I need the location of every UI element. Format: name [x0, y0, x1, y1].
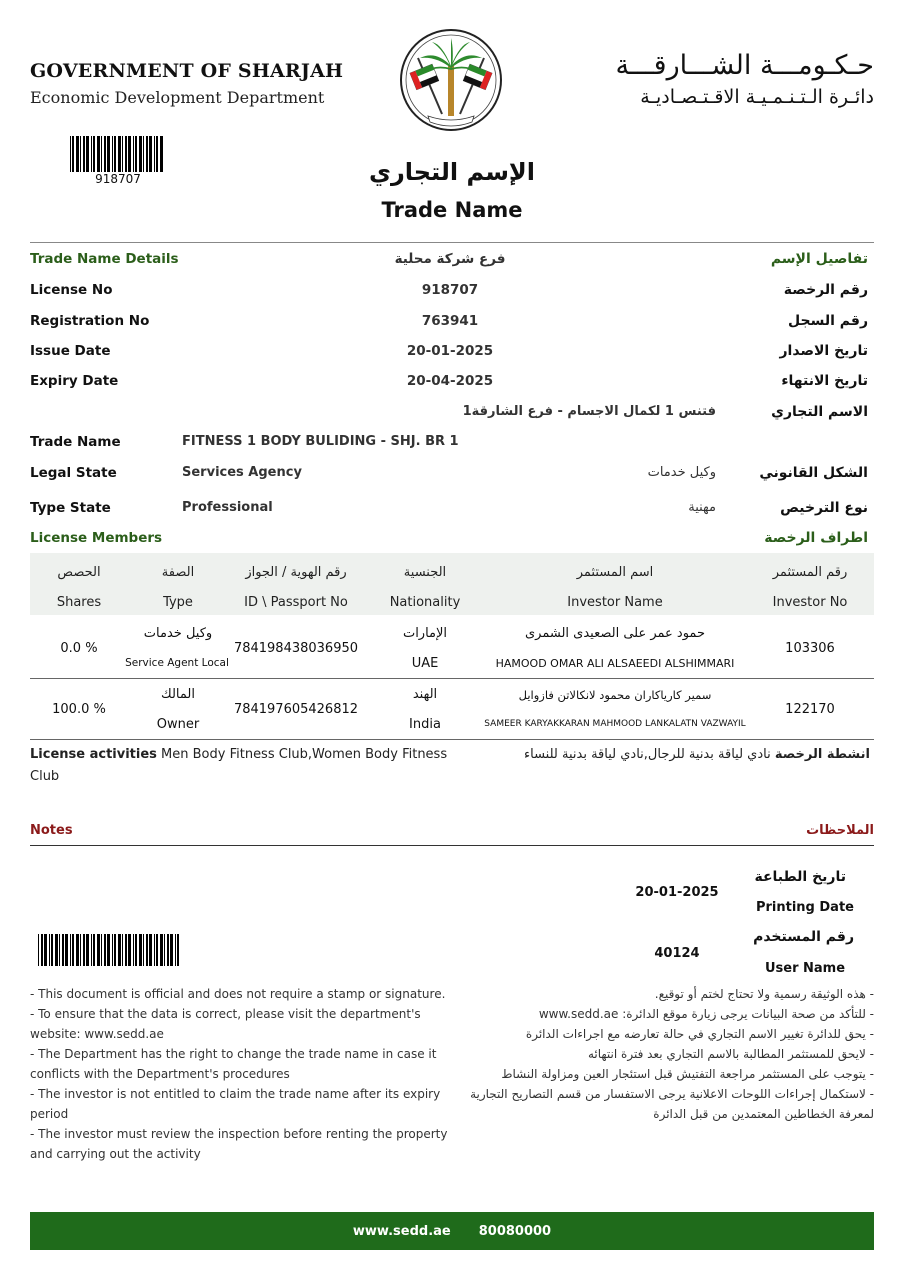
- legal-state-value: Services Agency: [182, 465, 302, 480]
- user-name-value: 40124: [654, 946, 700, 961]
- trade-name-label-ar: الاسم التجاري: [771, 404, 868, 420]
- sharjah-emblem-logo: [398, 28, 504, 132]
- footer-website-link[interactable]: www.sedd.ae: [352, 1223, 451, 1239]
- section-trade-name-details-ar: تفاصيل الإسم: [770, 251, 868, 267]
- divider: [30, 242, 874, 243]
- section-trade-name-details: Trade Name Details: [30, 251, 179, 267]
- type-state-label-ar: نوع الترخيص: [780, 500, 868, 516]
- disclaimer-item-ar: - يتوجب على المستثمر مراجعة التفتيش قبل استئجار العين ومزاولة النشاط: [501, 1067, 874, 1081]
- license-activities-value-ar: نادي لياقة بدنية للرجال,نادي لياقة بدنية للنساء: [524, 747, 771, 762]
- col-investor-no-ar: رقم المستثمر: [772, 565, 848, 580]
- disclaimer-item: - The investor is not entitled to claim the trade name after its expiry period: [30, 1087, 441, 1121]
- row2-shares: 100.0 %: [52, 702, 106, 717]
- license-no-value: 918707: [421, 282, 479, 298]
- disclaimers-en: [30, 984, 450, 1164]
- col-shares-ar: الحصص: [57, 565, 101, 580]
- row2-type-ar: المالك: [161, 687, 195, 702]
- disclaimers-ar: [454, 984, 874, 1124]
- disclaimer-item-ar: - للتأكد من صحة البيانات يرجى زيارة موقع الدائرة: www.sedd.ae: [538, 1007, 874, 1021]
- row1-type-ar: وكيل خدمات: [143, 626, 213, 641]
- user-name-label: User Name: [764, 961, 846, 976]
- barcode-number: 918707: [95, 172, 141, 186]
- registration-no-value: 763941: [421, 313, 479, 329]
- license-activities-en: [30, 744, 450, 788]
- legal-state-label-ar: الشكل القانوني: [759, 465, 868, 481]
- disclaimer-item-ar: - هذه الوثيقة رسمية ولا تحتاج لختم أو توقيع.: [654, 987, 874, 1001]
- col-id: ID \ Passport No: [244, 595, 348, 610]
- expiry-date-label-ar: تاريخ الانتهاء: [781, 373, 868, 389]
- issue-date-label-ar: تاريخ الاصدار: [779, 343, 868, 359]
- bottom-barcode: [38, 934, 182, 966]
- col-nationality: Nationality: [389, 595, 461, 610]
- government-name-en: GOVERNMENT OF SHARJAH: [30, 60, 344, 82]
- user-name-label-ar: رقم المستخدم: [753, 929, 854, 945]
- col-name-ar: اسم المستثمر: [576, 565, 654, 580]
- department-name-ar: دائـرة الـتـنـمـيـة الاقـتـصـاديـة: [640, 86, 874, 108]
- notes-label: Notes: [30, 823, 73, 838]
- row2-type-en: Owner: [156, 717, 200, 732]
- row1-name: HAMOOD OMAR ALI ALSAEEDI ALSHIMMARI: [495, 657, 735, 670]
- legal-state-value-ar: وكيل خدمات: [647, 465, 716, 480]
- expiry-date-value: 20-04-2025: [406, 373, 494, 389]
- page-title-ar: الإسم التجاري: [368, 158, 536, 186]
- col-type-ar: الصفة: [161, 565, 195, 580]
- license-activities-ar: [450, 744, 870, 766]
- row2-id: 784197605426812: [233, 702, 359, 717]
- col-name: Investor Name: [567, 595, 663, 610]
- trade-name-ar-value: فتنس 1 لكمال الاجسام - فرع الشارقة1: [462, 404, 716, 419]
- page-title-en: Trade Name: [381, 198, 523, 222]
- disclaimer-item: - This document is official and does not require a stamp or signature.: [30, 987, 446, 1001]
- license-no-label-ar: رقم الرخصة: [783, 282, 868, 298]
- row1-id: 784198438036950: [233, 641, 359, 656]
- disclaimer-item-ar: - يحق للدائرة تغيير الاسم التجاري في حالة تعارضه مع اجراءات الدائرة: [525, 1027, 874, 1041]
- section-company-type: فرع شركة محلية: [394, 251, 506, 267]
- printing-date-label-ar: تاريخ الطباعة: [754, 869, 846, 885]
- license-activities-label: License activities: [30, 747, 157, 762]
- license-no-label: License No: [30, 282, 113, 298]
- registration-no-label-ar: رقم السجل: [788, 313, 868, 329]
- row2-nationality: India: [409, 717, 441, 732]
- trade-name-value: FITNESS 1 BODY BULIDING - SHJ. BR 1: [182, 434, 459, 449]
- disclaimer-item: - The Department has the right to change the trade name in case it conflicts with the Department's procedures: [30, 1047, 437, 1081]
- license-activities-label-ar: انشطة الرخصة: [774, 747, 870, 762]
- registration-no-label: Registration No: [30, 313, 150, 329]
- row1-type-en: Service Agent Local: [125, 657, 229, 669]
- government-name-ar: حـكـومـــة الشـــارقـــة: [615, 50, 874, 81]
- printing-date-label: Printing Date: [755, 900, 854, 915]
- type-state-label: Type State: [30, 500, 111, 516]
- type-state-value: Professional: [182, 500, 273, 515]
- row1-nationality-ar: الإمارات: [402, 626, 448, 641]
- license-activities-value: Men Body Fitness Club,Women Body Fitness Club: [30, 747, 448, 784]
- row-divider: [30, 739, 874, 740]
- col-shares: Shares: [56, 595, 102, 610]
- printing-date-value: 20-01-2025: [635, 885, 719, 900]
- notes-divider: [30, 845, 874, 846]
- row2-name: SAMEER KARYAKKARAN MAHMOOD LANKALATN VAZWAYIL: [484, 719, 746, 729]
- disclaimer-item: - To ensure that the data is correct, please visit the department's website: www.sedd.ae: [30, 1007, 421, 1041]
- disclaimer-item-ar: - لاستكمال إجراءات اللوحات الاعلانية يرجى الاستفسار من قسم التصاريح التجارية لمعرفة الخطاطين المعتمدين من قبل الدائرة: [470, 1087, 874, 1121]
- issue-date-label: Issue Date: [30, 343, 111, 359]
- row1-name-ar: حمود عمر على الصعيدى الشمرى: [524, 626, 705, 641]
- row1-investor-no: 103306: [785, 641, 835, 656]
- issue-date-value: 20-01-2025: [406, 343, 494, 359]
- col-type: Type: [163, 595, 193, 610]
- trade-name-label: Trade Name: [30, 434, 121, 450]
- type-state-value-ar: مهنية: [688, 500, 716, 515]
- disclaimer-item-ar: - لايحق للمستثمر المطالبة بالاسم التجاري بعد فترة انتهائه: [587, 1047, 874, 1061]
- section-license-members-ar: اطراف الرخصة: [764, 530, 868, 546]
- row2-nationality-ar: الهند: [412, 687, 438, 702]
- col-nationality-ar: الجنسية: [403, 565, 447, 580]
- legal-state-label: Legal State: [30, 465, 117, 481]
- footer-phone: 80080000: [478, 1223, 552, 1239]
- department-name-en: Economic Development Department: [30, 88, 325, 107]
- section-license-members: License Members: [30, 530, 163, 546]
- row1-shares: 0.0 %: [60, 641, 98, 656]
- col-investor-no: Investor No: [772, 595, 848, 610]
- footer-bar: [30, 1212, 874, 1250]
- col-id-ar: رقم الهوية / الجواز: [245, 565, 347, 580]
- disclaimer-item: - The investor must review the inspection before renting the property and carrying out the activity: [30, 1127, 448, 1161]
- notes-label-ar: الملاحظات: [806, 823, 874, 838]
- row2-investor-no: 122170: [785, 702, 835, 717]
- row2-name-ar: سمير كارياكاران محمود لانكالاتن فازوايل: [518, 688, 712, 702]
- row-divider: [30, 678, 874, 679]
- expiry-date-label: Expiry Date: [30, 373, 119, 389]
- row1-nationality: UAE: [411, 656, 439, 671]
